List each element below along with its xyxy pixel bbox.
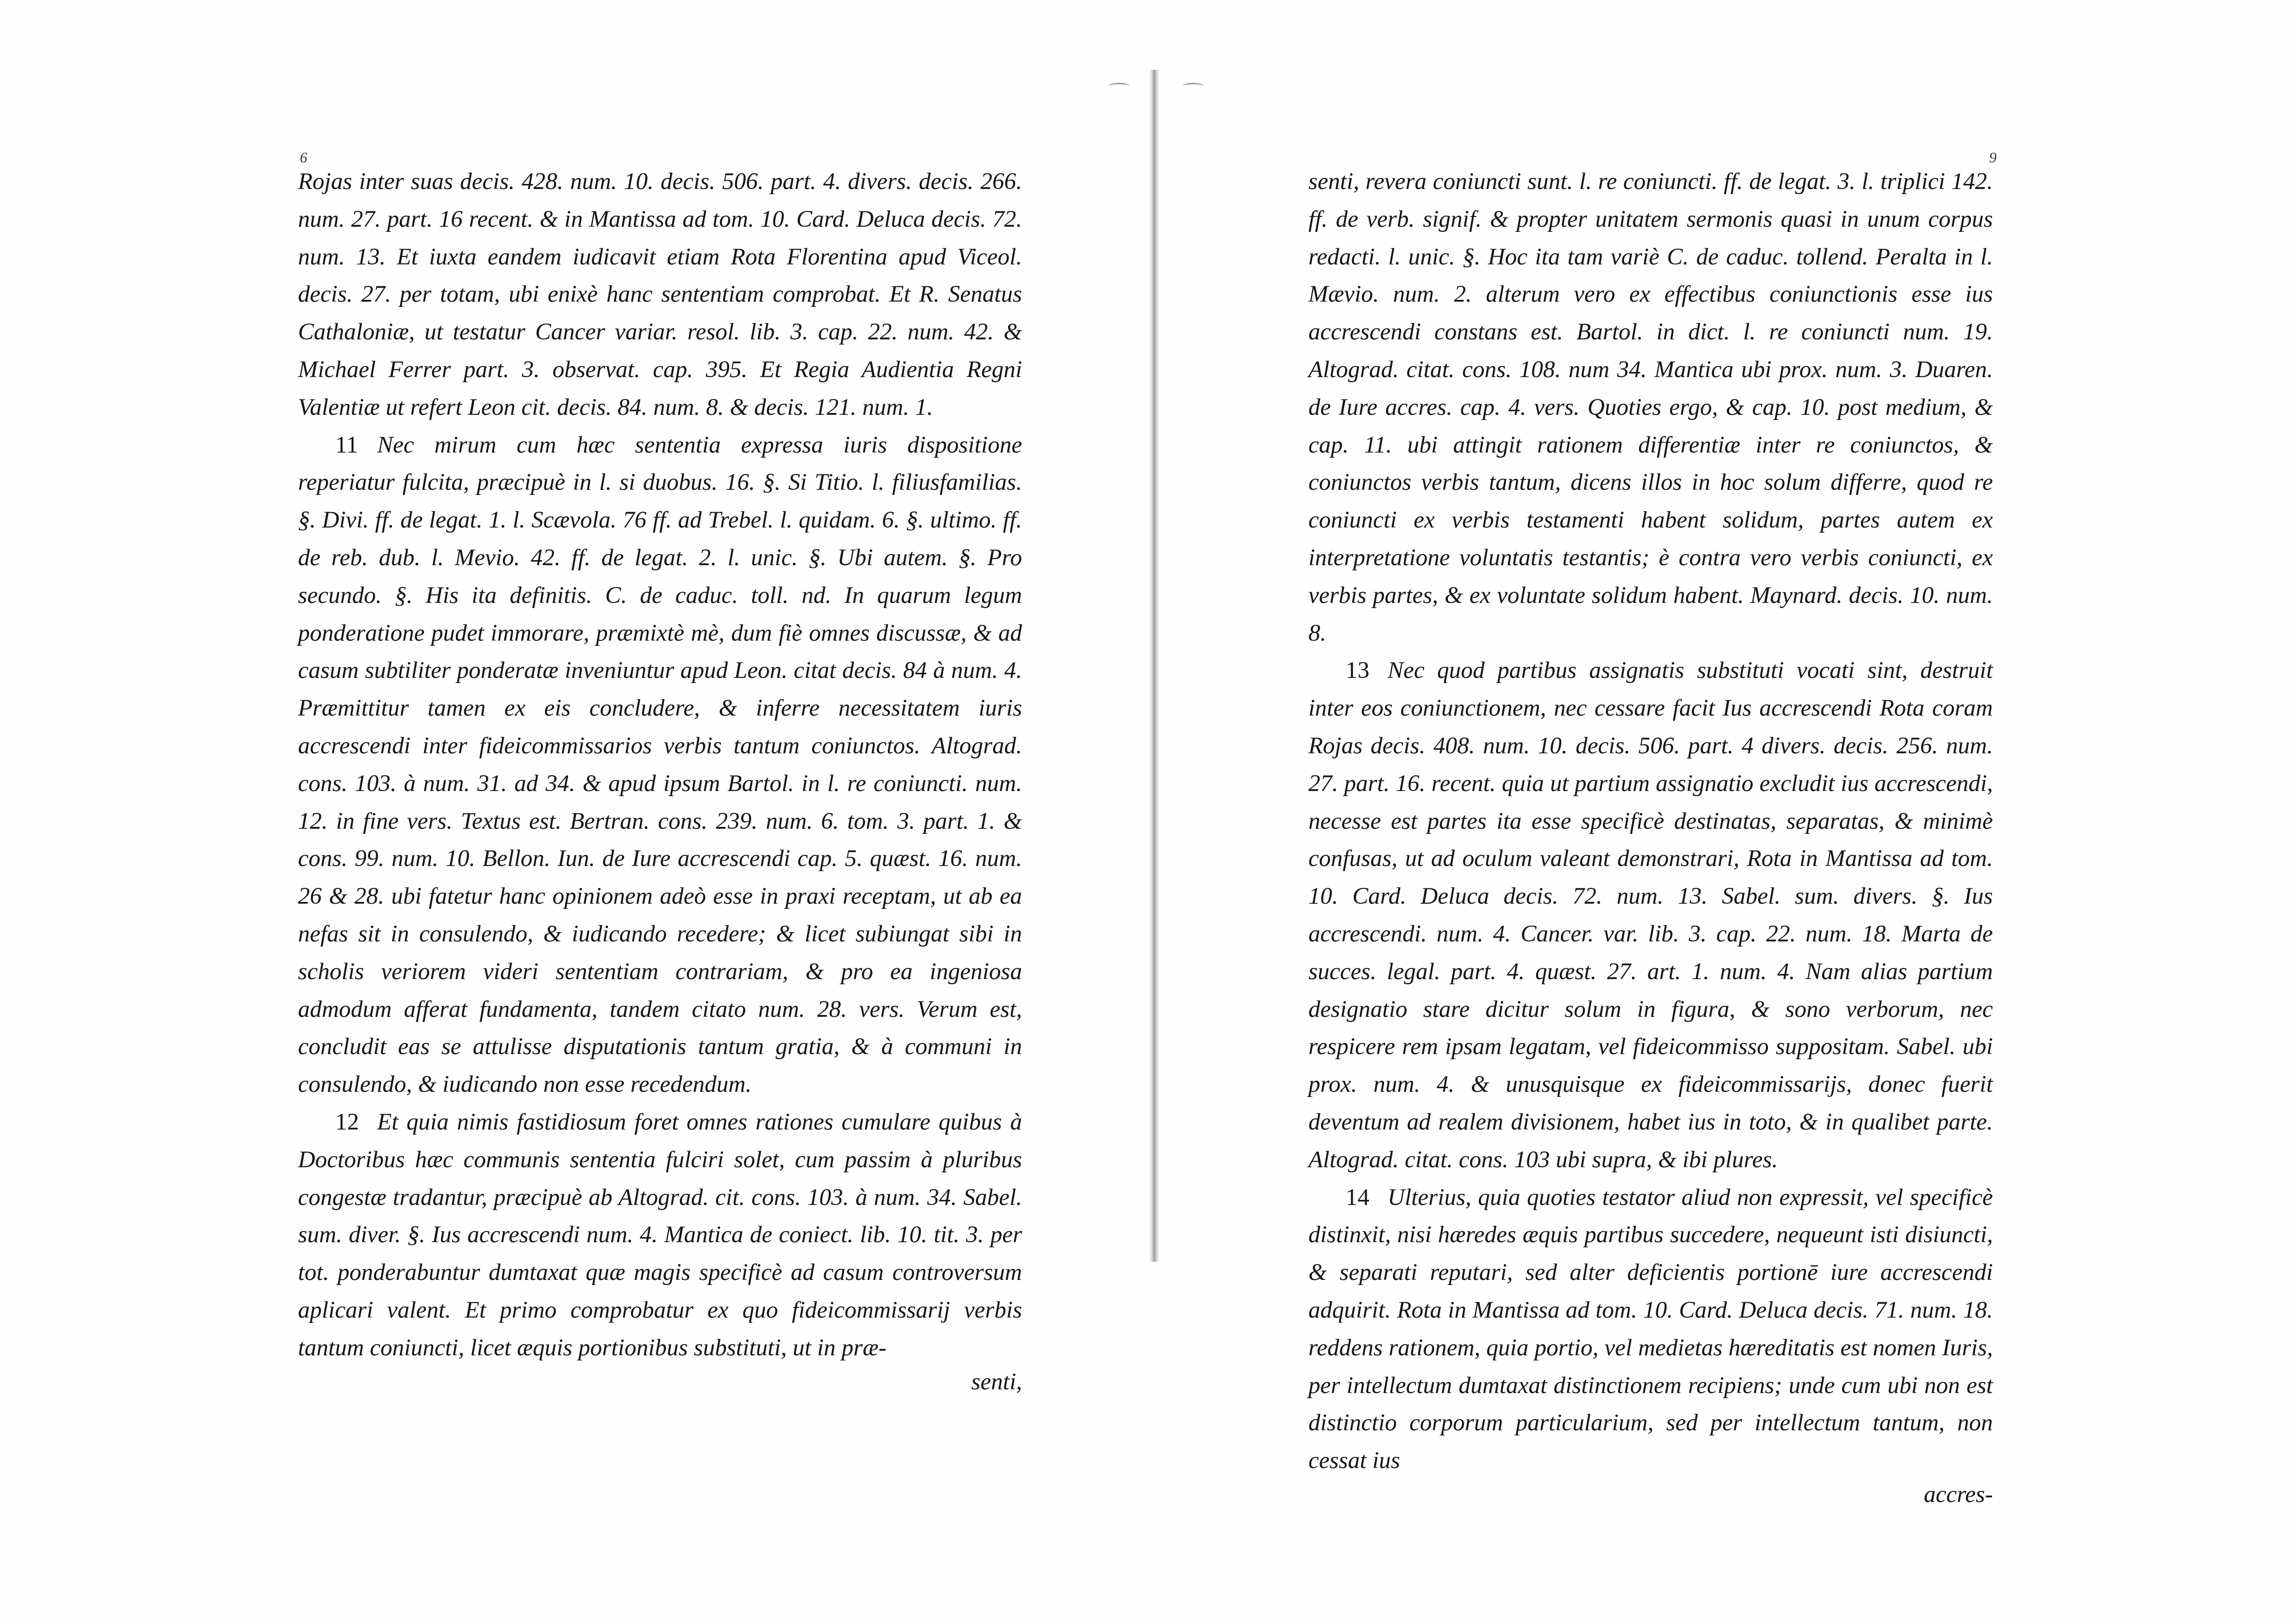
paragraph-number: 12: [335, 1109, 359, 1135]
paragraph: [1308, 652, 1993, 1178]
paragraph-text: Ulterius, quia quoties testator aliud non expressit, vel specificè distinxit, nisi hæredes æquis partibus succedere, nequeunt isti disiuncti, & separati reputari, sed alter deficientis portionē iure accrescendi adquirit. Rota in Mantissa ad tom. 10. Card. Deluca decis. 71. num. 18. reddens rationem, quia portio, vel medietas hæreditatis est nomen Iuris, per intellectum dumtaxat distinctionem recipiens; unde cum ubi non est distinctio corporum particularium, sed per intellectum tantum, non cessat ius: [1308, 1184, 1993, 1474]
page-number: 9: [1989, 149, 1997, 166]
paragraph: [298, 1103, 1022, 1367]
gutter-mark-right: [1183, 83, 1204, 89]
paragraph-number: 11: [335, 432, 359, 458]
right-page: [1308, 149, 1997, 1509]
page-number: 6: [300, 149, 307, 166]
paragraph: [1308, 1179, 1993, 1480]
paragraph-text: Nec quod partibus assignatis substituti vocati sint, destruit inter eos coniunctionem, nec cessare facit Ius accrescendi Rota coram Rojas decis. 408. num. 10. decis. 506. part. 4 divers. decis. 256. num. 27. part. 16. recent. quia ut partium assignatio excludit ius accrescendi, necesse est partes ita esse specificè destinatas, separatas, & minimè confusas, ut ad oculum valeant demonstrari, Rota in Mantissa ad tom. 10. Card. Deluca decis. 72. num. 13. Sabel. sum. divers. §. Ius accrescendi. num. 4. Cancer. var. lib. 3. cap. 22. num. 18. Marta de succes. legal. part. 4. quæst. 27. art. 1. num. 4. Nam alias partium designatio stare dicitur solum in figura, & sono verborum, nec respicere rem ipsam legatam, vel fideicommisso suppositam. Sabel. ubi prox. num. 4. & unusquisque ex fideicommissarijs, donec fuerit deventum ad realem divisionem, habet ius in toto, & in qualibet parte. Altograd. citat. cons. 103 ubi supra, & ibi plures.: [1308, 657, 1993, 1173]
left-page: [298, 149, 1022, 1397]
paragraph-number: 13: [1346, 657, 1369, 684]
paragraph: [298, 163, 1022, 426]
paragraph: [298, 426, 1022, 1103]
paragraph-text: senti, revera coniuncti sunt. l. re coniuncti. ff. de legat. 3. l. triplici 142. ff. de verb. signif. & propter unitatem sermonis quasi in unum corpus redacti. l. unic. §. Hoc ita tam variè C. de caduc. tollend. Peralta in l. Mævio. num. 2. alterum vero ex effectibus coniunctionis esse ius accrescendi constans est. Bartol. in dict. l. re coniuncti num. 19. Altograd. citat. cons. 108. num 34. Mantica ubi prox. num. 3. Duaren. de Iure accres. cap. 4. vers. Quoties ergo, & cap. 10. post medium, & cap. 11. ubi attingit rationem differentiæ inter re coniunctos, & coniunctos verbis tantum, dicens illos in hoc solum differre, quod re coniuncti ex verbis testamenti habent solidum, partes autem ex interpretatione voluntatis testantis; è contra vero verbis coniuncti, ex verbis partes, & ex voluntate solidum habent. Maynard. decis. 10. num. 8.: [1308, 169, 1993, 646]
catchword: senti,: [971, 1368, 1022, 1395]
paragraph-text: Rojas inter suas decis. 428. num. 10. decis. 506. part. 4. divers. decis. 266. num. 27. part. 16 recent. & in Mantissa ad tom. 10. Card. Deluca decis. 72. num. 13. Et iuxta eandem iudicavit etiam Rota Florentina apud Viceol. decis. 27. per totam, ubi enixè hanc sententiam comprobat. Et R. Senatus Cathaloniæ, ut testatur Cancer variar. resol. lib. 3. cap. 22. num. 42. & Michael Ferrer part. 3. observat. cap. 395. Et Regia Audientia Regni Valentiæ ut refert Leon cit. decis. 84. num. 8. & decis. 121. num. 1.: [298, 169, 1022, 420]
catchword: accres-: [1923, 1481, 1993, 1508]
paragraph-text: Nec mirum cum hæc sententia expressa iuris dispositione reperiatur fulcita, præcipuè in l. si duobus. 16. §. Si Titio. l. filiusfamilias. §. Divi. ff. de legat. 1. l. Scævola. 76 ff. ad Trebel. l. quidam. 6. §. ultimo. ff. de reb. dub. l. Mevio. 42. ff. de legat. 2. l. unic. §. Ubi autem. §. Pro secundo. §. His ita definitis. C. de caduc. toll. nd. In quarum legum ponderatione pudet immorare, præmixtè mè, dum fiè omnes discussæ, & ad casum subtiliter ponderatæ inveniuntur apud Leon. citat decis. 84 à num. 4. Præmittitur tamen ex eis concludere, & inferre necessitatem iuris accrescendi inter fideicommissarios verbis tantum coniunctos. Altograd. cons. 103. à num. 31. ad 34. & apud ipsum Bartol. in l. re coniuncti. num. 12. in fine vers. Textus est. Bertran. cons. 239. num. 6. tom. 3. part. 1. & cons. 99. num. 10. Bellon. Iun. de Iure accrescendi cap. 5. quæst. 16. num. 26 & 28. ubi fatetur hanc opinionem adeò esse in praxi receptam, ut ab ea nefas sit in consulendo, & iudicando recedere; & licet subiungat sibi in scholis veriorem videri sententiam contrariam, & pro ea ingeniosa admodum afferat fundamenta, tandem citato num. 28. vers. Verum est, concludit eas se attulisse disputationis tantum gratia, & à communi in consulendo, & iudicando non esse recedendum.: [298, 432, 1022, 1098]
paragraph-number: 14: [1346, 1184, 1369, 1211]
book-gutter: [1149, 70, 1159, 1262]
gutter-mark-left: [1108, 83, 1130, 89]
paragraph: [1308, 163, 1993, 652]
paragraph-text: Et quia nimis fastidiosum foret omnes rationes cumulare quibus à Doctoribus hæc communis sententia fulciri solet, cum passim à pluribus congestæ tradantur, præcipuè ab Altograd. cit. cons. 103. à num. 34. Sabel. sum. diver. §. Ius accrescendi num. 4. Mantica de coniect. lib. 10. tit. 3. per tot. ponderabuntur dumtaxat quæ magis specificè ad casum controversum aplicari valent. Et primo comprobatur ex quo fideicommissarij verbis tantum coniuncti, licet æquis portionibus substituti, ut in præ-: [298, 1109, 1022, 1361]
